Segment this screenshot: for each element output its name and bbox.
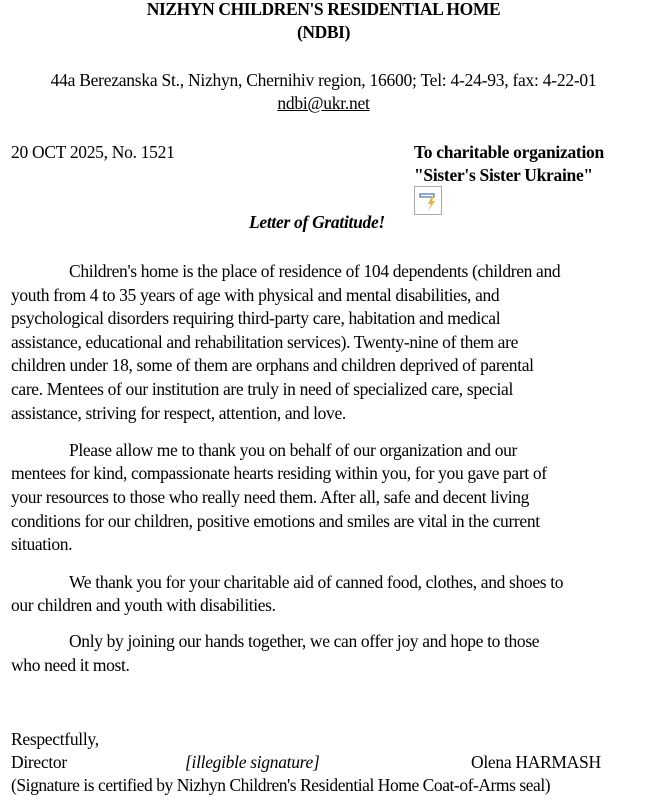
date-and-number: 20 OCT 2025, No. 1521 [11, 142, 175, 162]
paragraph-line: our children and youth with disabilities. [11, 595, 276, 615]
paragraph-line: conditions for our children, positive emotions and smiles are vital in the current [11, 511, 540, 531]
paragraph-line: psychological disorders requiring third-party care, habitation and medical [11, 308, 501, 328]
paragraph-line: children under 18, some of them are orphans and children deprived of parental [11, 355, 534, 375]
organization-abbreviation: (NDBI) [296, 22, 350, 42]
paragraph-line: who need it most. [11, 655, 130, 675]
organization-address: 44a Berezanska St., Nizhyn, Chernihiv region, 16600; Tel: 4-24-93, fax: 4-22-01 [50, 70, 597, 90]
seal-certification: (Signature is certified by Nizhyn Children's Residential Home Coat-of-Arms seal) [11, 775, 551, 795]
signer-name: Olena HARMASH [471, 752, 601, 772]
organization-name: NIZHYN CHILDREN'S RESIDENTIAL HOME [146, 0, 501, 19]
paragraph-line: Please allow me to thank you on behalf of our organization and our [69, 440, 517, 460]
paragraph-line: Only by joining our hands together, we can offer joy and hope to those [69, 631, 540, 651]
paragraph-line: assistance, educational and rehabilitation services). Twenty-nine of them are [11, 332, 518, 352]
paragraph-line: care. Mentees of our institution are truly in need of specialized care, special [11, 379, 513, 399]
paragraph-line: youth from 4 to 35 years of age with physical and mental disabilities, and [11, 285, 500, 305]
paragraph-line: mentees for kind, compassionate hearts residing within you, for you gave part of [11, 463, 547, 483]
paragraph-line: your resources to those who really need them. After all, safe and decent living [11, 487, 530, 507]
paragraph-line: We thank you for your charitable aid of canned food, clothes, and shoes to [69, 572, 564, 592]
paragraph-line: assistance, striving for respect, attention, and love. [11, 403, 346, 423]
embedded-object-icon[interactable] [414, 186, 442, 215]
letter-title: Letter of Gratitude! [249, 212, 385, 232]
recipient-line-1: To charitable organization [414, 142, 604, 162]
embedded-object-glyph [415, 187, 441, 214]
email-line [0, 93, 647, 114]
email-link[interactable]: ndbi@ukr.net [277, 93, 370, 113]
signer-position: Director [11, 752, 67, 772]
paragraph-line: Children's home is the place of residence of 104 dependents (children and [69, 261, 561, 281]
signature-placeholder: [illegible signature] [185, 752, 320, 772]
paragraph-line: situation. [11, 534, 73, 554]
closing-salutation: Respectfully, [11, 729, 99, 749]
recipient-line-2: "Sister's Sister Ukraine" [414, 165, 593, 185]
